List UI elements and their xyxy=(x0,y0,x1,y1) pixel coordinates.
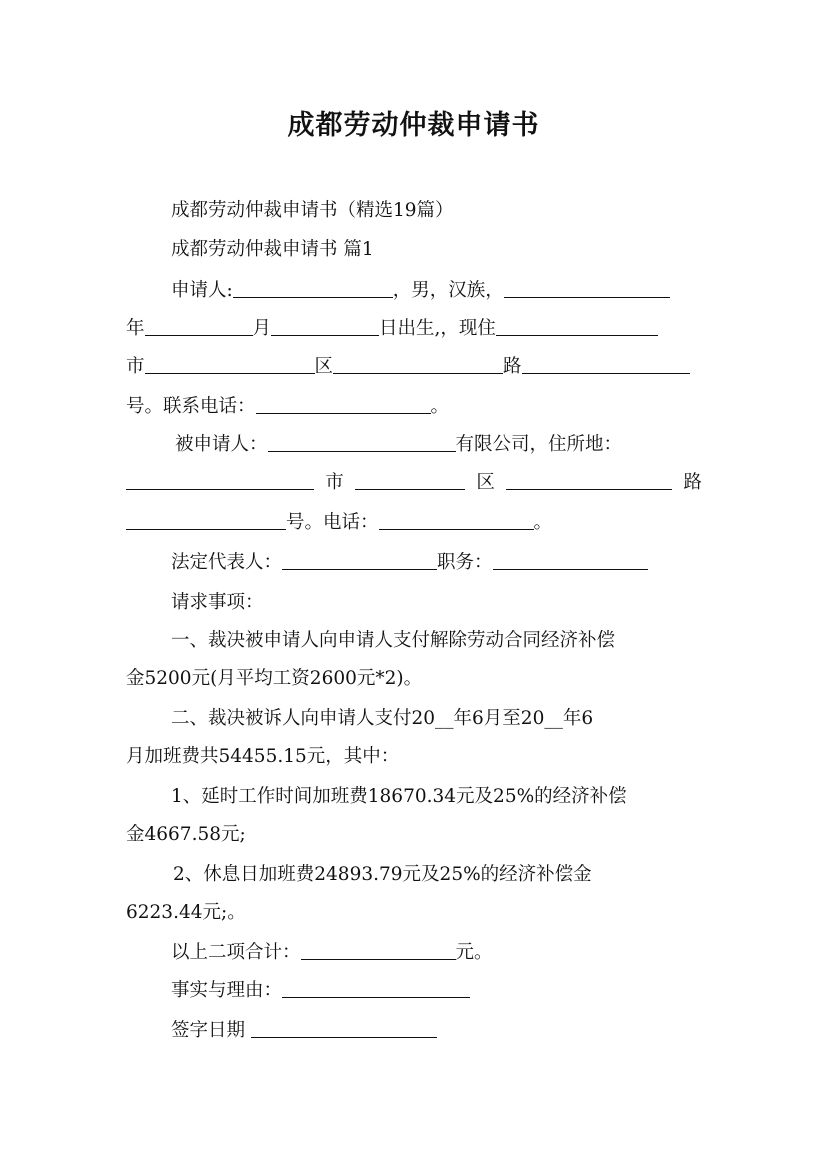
signature-date-line xyxy=(171,1019,437,1043)
applicant-label: 申请人: xyxy=(171,280,233,301)
birth-year-blank[interactable] xyxy=(145,317,253,336)
doc-subtitle: 成都劳动仲裁申请书（精选19篇） xyxy=(171,200,454,221)
facts-label: 事实与理由： xyxy=(171,980,283,1001)
claim-2-line-2: 月加班费共54455.15元，其中： xyxy=(126,746,400,767)
city-label: 市 xyxy=(126,356,145,377)
address-line xyxy=(126,355,690,379)
legal-rep-blank[interactable] xyxy=(282,551,437,570)
facts-blank[interactable] xyxy=(282,979,470,998)
birth-line xyxy=(126,317,658,341)
respondent-phone-blank[interactable] xyxy=(379,511,534,530)
respondent-city-blank[interactable] xyxy=(126,471,314,490)
total-label: 以上二项合计： xyxy=(171,942,301,963)
month-label: 月 xyxy=(252,318,272,339)
phone-line: 号。联系电话： 。 xyxy=(126,396,450,417)
respondent-line xyxy=(175,433,622,457)
year-label: 年 xyxy=(126,318,145,339)
phone-blank[interactable] xyxy=(256,395,431,414)
respondent-district-blank[interactable] xyxy=(355,471,465,490)
district-blank[interactable] xyxy=(333,355,503,374)
claim-2-item-1-line-1: 1、延时工作时间加班费18670.34元及25%的经济补偿 xyxy=(171,786,627,807)
claim-2-item-2-line-1: 2、休息日加班费24893.79元及25%的经济补偿金 xyxy=(173,864,592,885)
total-blank[interactable] xyxy=(301,941,456,960)
applicant-name-blank[interactable] xyxy=(233,279,393,298)
respondent-name-blank[interactable] xyxy=(268,433,456,452)
birth-month-blank[interactable] xyxy=(271,317,379,336)
road-label: 路 xyxy=(503,356,522,377)
phone-label: 号。联系电话： xyxy=(126,396,256,417)
respondent-label: 被申请人： xyxy=(175,434,268,455)
facts-line xyxy=(171,979,470,1003)
legal-rep-label: 法定代表人： xyxy=(171,552,283,573)
document-title: 成都劳动仲裁申请书 xyxy=(287,110,540,141)
applicant-line xyxy=(171,279,670,303)
birth-residence-text: 日出生,，现住 xyxy=(379,318,496,339)
legal-rep-line xyxy=(171,551,648,575)
district-label: 区 xyxy=(314,356,334,377)
residence-blank[interactable] xyxy=(496,317,658,336)
section-heading: 成都劳动仲裁申请书 篇1 xyxy=(171,239,374,260)
claim-2-line-1: 二、裁决被诉人向申请人支付20__年6月至20__年6 xyxy=(171,708,594,729)
position-label: 职务： xyxy=(437,552,493,573)
city-blank[interactable] xyxy=(145,355,315,374)
signature-date-blank[interactable] xyxy=(251,1019,437,1038)
respondent-address-line: 市 区 路 xyxy=(126,471,702,495)
claim-2-item-2-line-2: 6223.44元;。 xyxy=(126,902,246,923)
company-text: 有限公司，住所地： xyxy=(455,434,623,455)
position-blank[interactable] xyxy=(493,551,648,570)
road-blank[interactable] xyxy=(522,355,690,374)
total-line: 以上二项合计： 元。 xyxy=(171,942,493,963)
claim-1-line-1: 一、裁决被申请人向申请人支付解除劳动合同经济补偿 xyxy=(171,630,616,651)
respondent-road-blank[interactable] xyxy=(506,471,672,490)
applicant-gender-text: ，男，汉族， xyxy=(392,280,504,301)
applicant-ethnic-blank[interactable] xyxy=(504,279,670,298)
respondent-phone-line: 号。电话： 。 xyxy=(126,511,552,535)
signature-date-label: 签字日期 xyxy=(171,1020,246,1041)
claim-2-item-1-line-2: 金4667.58元; xyxy=(126,824,246,845)
respondent-number-blank[interactable] xyxy=(126,511,286,530)
claim-1-line-2: 金5200元(月平均工资2600元*2)。 xyxy=(126,668,423,689)
claims-heading: 请求事项： xyxy=(171,592,264,613)
